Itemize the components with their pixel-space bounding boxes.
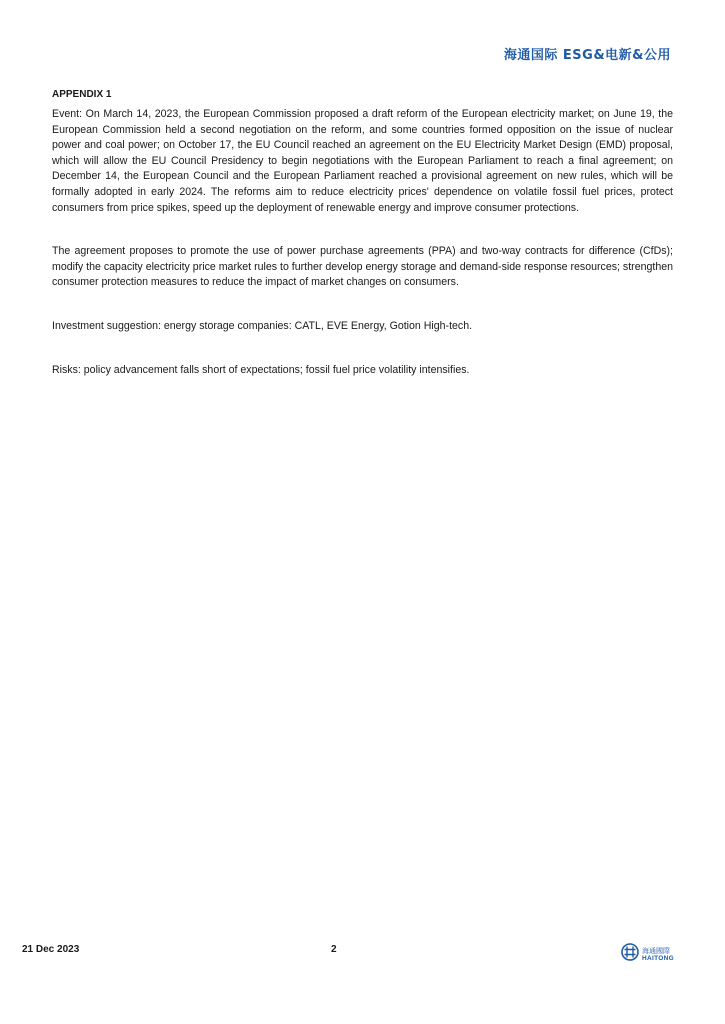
appendix-section	[52, 88, 673, 378]
header-title: 海通国际 ESG&电新&公用	[503, 48, 671, 63]
logo-text-cn: 海通國際	[642, 946, 670, 955]
paragraph-agreement: The agreement proposes to promote the use of power purchase agreements (PPA) and two-way contracts for difference (CfDs); modify the capacity electricity price market rules to further develop energy storage and demand-side response resources; strengthen consumer protection measures to reduce the impact of market changes on consumers.	[52, 245, 673, 289]
paragraph-event: Event: On March 14, 2023, the European Commission proposed a draft reform of the European electricity market; on June 19, the European Commission held a second negotiation on the reform, and some countries formed opposition on the issue of nuclear power and coal power; on October 17, the EU Council reached an agreement on the EU Electricity Market Design (EMD) proposal, which will allow the EU Council Presidency to begin negotiations with the European Parliament to reach a final agreement; on December 14, the European Council and the European Parliament reached a provisional agreement on new rules, which will be formally adopted in early 2024. The reforms aim to reduce electricity prices' dependence on volatile fossil fuel prices, protect consumers from price spikes, speed up the deployment of renewable energy and improve consumer protections.	[52, 108, 673, 214]
haitong-logo	[621, 943, 674, 966]
appendix-heading: APPENDIX 1	[52, 89, 112, 100]
logo-text-en: HAITONG	[642, 954, 674, 962]
haitong-logo-icon	[621, 943, 639, 966]
paragraph-risks: Risks: policy advancement falls short of expectations; fossil fuel price volatility intensifies.	[52, 363, 470, 376]
footer-date: 21 Dec 2023	[22, 944, 80, 955]
paragraph-investment-suggestion: Investment suggestion: energy storage companies: CATL, EVE Energy, Gotion High-tech.	[52, 319, 473, 332]
page-number: 2	[331, 944, 337, 955]
